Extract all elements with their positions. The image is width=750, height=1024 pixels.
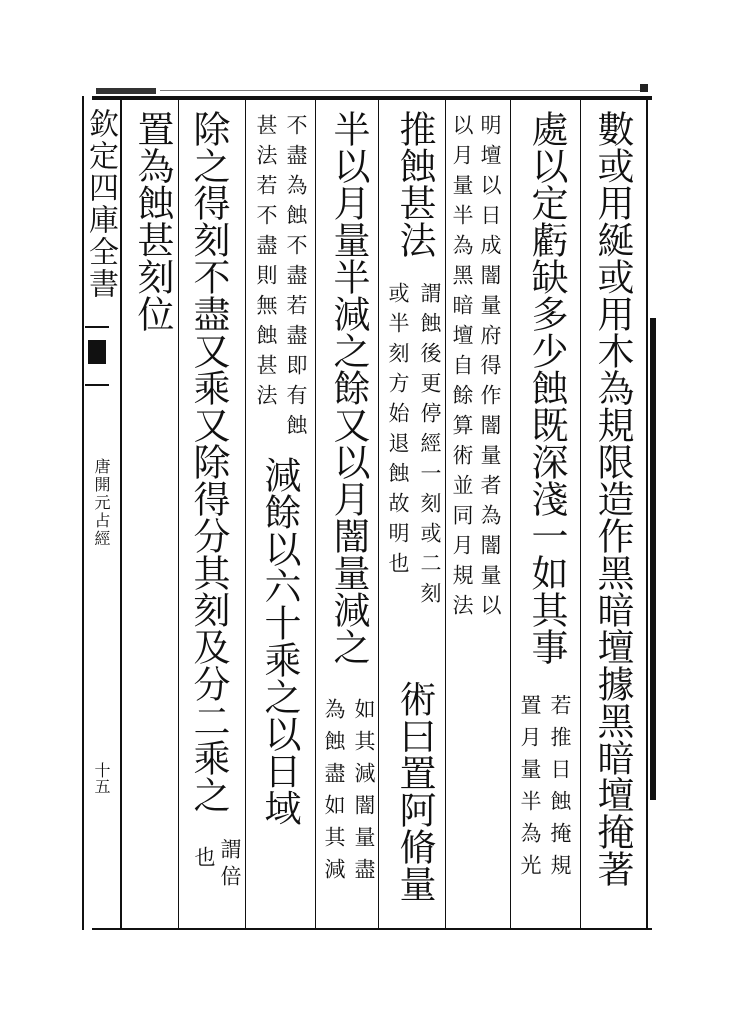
book-title: 欽定四庫全書 <box>83 108 118 300</box>
text-column-5: 半以月量半減之餘又以月闇量減之 <box>327 110 370 665</box>
annotation-column-7b: 也 <box>192 846 216 871</box>
column-divider <box>510 100 511 928</box>
annotation-column-2b: 置月量半為光 <box>518 694 542 886</box>
scan-artifact <box>96 88 156 94</box>
top-border-thin <box>160 90 640 91</box>
scan-artifact <box>640 84 648 92</box>
right-border <box>646 96 648 930</box>
column-divider <box>178 100 179 928</box>
text-column-2: 處以定虧缺多少蝕既深淺一如其事 <box>525 110 568 665</box>
annotation-column-7a: 謂倍 <box>218 838 242 892</box>
column-divider <box>378 100 379 928</box>
text-column-4-head: 推蝕甚法 <box>393 110 436 258</box>
annotation-column-3b: 以月量半為黑暗壇自餘算術並同月規法 <box>450 114 474 624</box>
column-divider <box>245 100 246 928</box>
annotation-column-3a: 明壇以日成闇量府得作闇量者為闇量以 <box>478 114 502 624</box>
chapter-title: 唐開元占經 <box>92 458 111 548</box>
annotation-column-5a: 如其減闇量盡 <box>352 698 376 890</box>
text-column-4-tail: 術曰置阿脩量 <box>393 680 436 902</box>
text-column-6-tail: 減餘以六十乘之以日域 <box>258 456 301 826</box>
text-column-8: 置為蝕甚刻位 <box>131 110 174 332</box>
top-border <box>92 96 652 100</box>
bottom-border <box>92 928 652 930</box>
annotation-column-5b: 為蝕盡如其減 <box>322 698 346 890</box>
column-divider <box>580 100 581 928</box>
annotation-column-4a: 謂蝕後更停經一刻或二刻 <box>418 282 442 612</box>
annotation-column-6a: 不盡為蝕不盡若盡即有蝕 <box>284 114 308 444</box>
column-divider <box>315 100 316 928</box>
text-column-7: 除之得刻不盡又乘又除得分其刻及分二乘之 <box>187 110 230 813</box>
text-column-1: 數或用綖或用木為規限造作黑暗壇據黑暗壇掩著 <box>591 110 634 887</box>
column-divider <box>445 100 446 928</box>
annotation-column-4b: 或半刻方始退蝕故明也 <box>386 282 410 582</box>
annotation-column-6b: 甚法若不盡則無蝕甚法 <box>254 114 278 414</box>
annotation-column-2a: 若推日蝕掩規 <box>548 694 572 886</box>
page-number: 十五 <box>92 762 111 794</box>
margin-divider <box>120 96 122 930</box>
fishtail-mark-fill <box>88 340 106 364</box>
binding-edge <box>650 318 656 800</box>
